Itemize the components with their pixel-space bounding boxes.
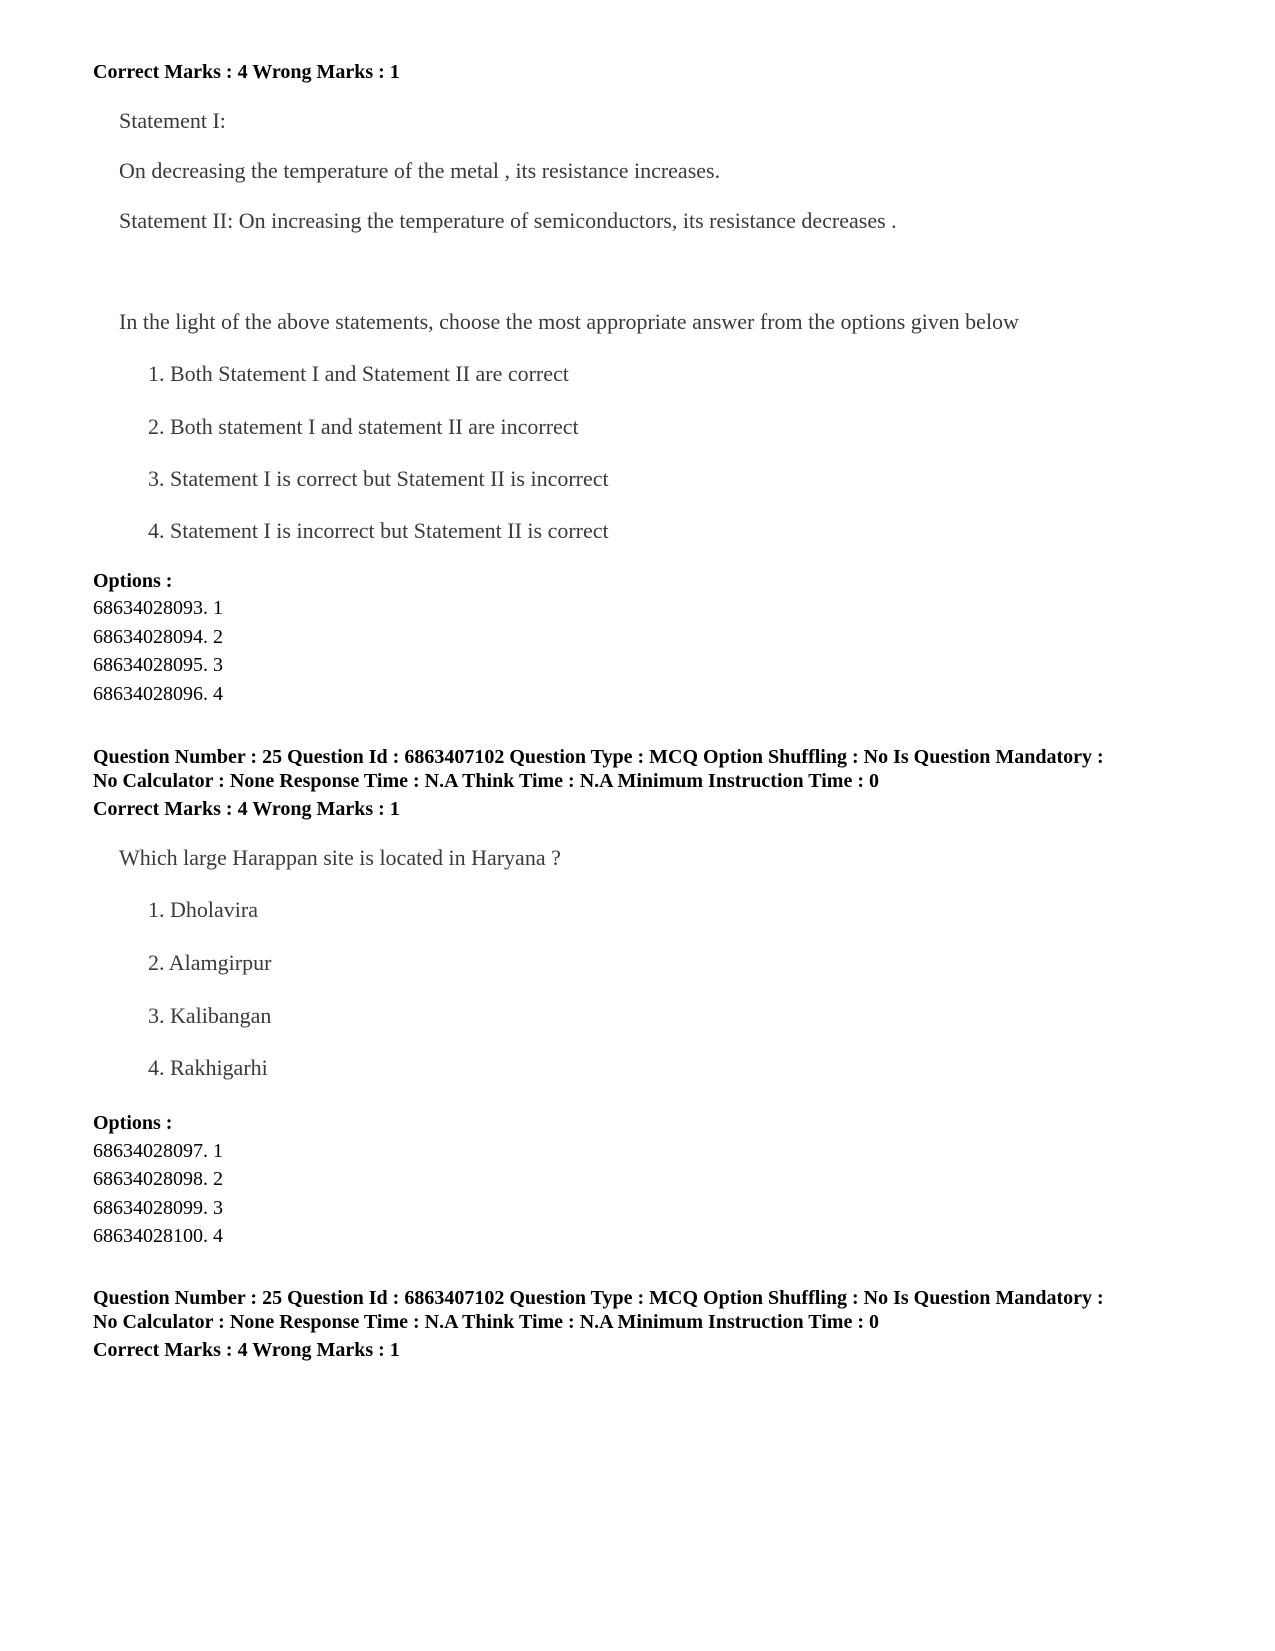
answer-choice: 1. Both Statement I and Statement II are correct: [148, 361, 569, 386]
answer-choice: 3. Kalibangan: [148, 1003, 272, 1028]
question-header: No Calculator : None Response Time : N.A Think Time : N.A Minimum Instruction Time : 0: [93, 770, 879, 792]
statement-1-label: Statement I:: [119, 108, 226, 133]
statement-1-text: On decreasing the temperature of the metal , its resistance increases.: [119, 158, 721, 183]
option-id: 68634028097. 1: [93, 1140, 223, 1162]
option-id: 68634028099. 3: [93, 1197, 223, 1219]
options-label: Options :: [93, 1112, 173, 1134]
options-label: Options :: [93, 570, 173, 592]
option-id: 68634028095. 3: [93, 654, 223, 676]
answer-choice: 4. Rakhigarhi: [148, 1055, 268, 1080]
answer-choice: 3. Statement I is correct but Statement II is incorrect: [148, 466, 609, 491]
question-header: Question Number : 25 Question Id : 6863407102 Question Type : MCQ Option Shuffling : No Is Question Mandatory :: [93, 746, 1104, 768]
answer-choice: 2. Both statement I and statement II are incorrect: [148, 414, 579, 439]
marks-line: Correct Marks : 4 Wrong Marks : 1: [93, 61, 400, 83]
question-prompt: In the light of the above statements, choose the most appropriate answer from the options given below: [119, 309, 1019, 334]
option-id: 68634028100. 4: [93, 1225, 223, 1247]
option-id: 68634028096. 4: [93, 683, 223, 705]
question-header: Question Number : 25 Question Id : 6863407102 Question Type : MCQ Option Shuffling : No Is Question Mandatory :: [93, 1287, 1104, 1309]
marks-line: Correct Marks : 4 Wrong Marks : 1: [93, 798, 400, 820]
option-id: 68634028093. 1: [93, 597, 223, 619]
answer-choice: 1. Dholavira: [148, 897, 258, 922]
answer-choice: 4. Statement I is incorrect but Statement II is correct: [148, 518, 609, 543]
answer-choice: 2. Alamgirpur: [148, 950, 272, 975]
question-header: No Calculator : None Response Time : N.A Think Time : N.A Minimum Instruction Time : 0: [93, 1311, 879, 1333]
question-text: Which large Harappan site is located in Haryana ?: [119, 845, 561, 870]
statement-2-text: Statement II: On increasing the temperature of semiconductors, its resistance decreases .: [119, 208, 897, 233]
option-id: 68634028098. 2: [93, 1168, 223, 1190]
option-id: 68634028094. 2: [93, 626, 223, 648]
marks-line: Correct Marks : 4 Wrong Marks : 1: [93, 1339, 400, 1361]
